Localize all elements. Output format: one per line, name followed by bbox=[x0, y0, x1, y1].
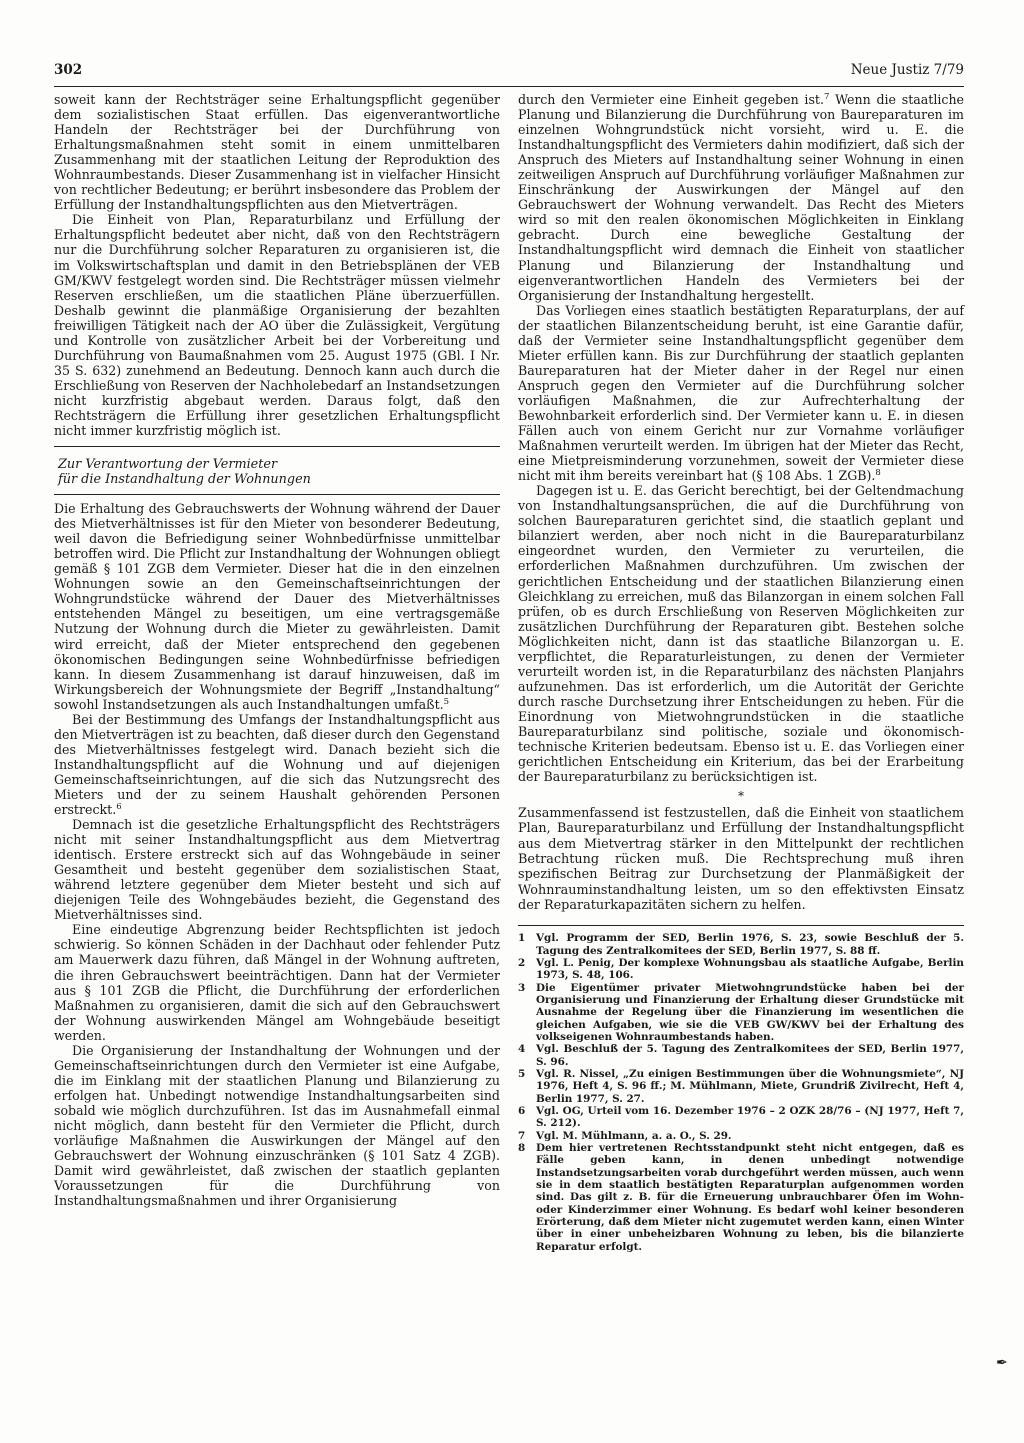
journal-issue: Neue Justiz 7/79 bbox=[850, 62, 964, 78]
footnote bbox=[518, 1130, 964, 1142]
footnote-text: Dem hier vertretenen Rechtsstandpunkt steht nicht entgegen, daß es Fälle geben kann, in denen unbedingt notwendige Instandsetzungsarbeiten vorab durchgeführt werden müssen, auch wenn sie in dem staatlich bestätigten Reparaturplan aufgenommen worden sind. Das gilt z. B. für die Erneuerung unbrauchbarer Öfen im Wohn- oder Kinderzimmer einer Wohnung. Es bedarf wohl keiner besonderen Erörterung, daß dem Mieter nicht zugemutet werden kann, einen Winter über in einer unbeheizbaren Wohnung zu leben, bis die bilanzierte Reparatur erfolgt. bbox=[536, 1142, 964, 1253]
footnote-text: Die Eigentümer privater Mietwohngrundstücke haben bei der Organisierung und Finanzierung der Erhaltung dieser Grundstücke mit Ausnahme der Regelung über die Finanzierung im wesentlichen die gleichen Aufgaben, wie sie die VEB GW/KWV bei der Erhaltung des volkseigenen Wohnraumbestands haben. bbox=[536, 981, 964, 1043]
section-heading-line: Zur Verantwortung der Vermieter bbox=[58, 457, 278, 473]
section-heading bbox=[58, 457, 500, 487]
footnote-text: Vgl. OG, Urteil vom 16. Dezember 1976 – 2 OZK 28/76 – (NJ 1977, Heft 7, S. 212). bbox=[536, 1105, 964, 1130]
footnote bbox=[518, 982, 964, 1044]
footnote-ref[interactable]: 8 bbox=[875, 467, 881, 478]
footnotes bbox=[518, 932, 964, 1253]
footnote-number: 4 bbox=[518, 1043, 526, 1056]
footnote-ref[interactable]: 7 bbox=[823, 91, 830, 102]
paragraph: Eine eindeutige Abgrenzung beider Rechtspflichten ist jedoch schwierig. So können Schäden in der Dachhaut oder fehlender Putz am Mauerwerk dazu führen, daß Mängel in der Wohnung auftreten, die ihren Gebrauchswert beeinträchtigen. Dann hat der Vermieter aus § 101 ZGB die Pflicht, die Durchführung der erforderlichen Maßnahmen zu organisieren, damit die sich auf den Gebrauchswert der Wohnung auswirkenden Mängel am Wohngebäude beseitigt werden. bbox=[54, 922, 500, 1043]
footnote-number: 3 bbox=[518, 981, 526, 994]
left-column bbox=[54, 92, 500, 1208]
footnote bbox=[518, 1068, 964, 1105]
conclusion-paragraph: Zusammenfassend ist festzustellen, daß die Einheit von staatlichem Plan, Baureparaturbilanz und Erfüllung der Instandhaltungspflicht aus dem Mietvertrag stärker in den Mittelpunkt der rechtlichen Betrachtung rücken muß. Die Rechtsprechung muß ihren spezifischen Beitrag zur Durchsetzung der Planmäßigkeit der Wohnrauminstandhaltung leisten, um so den effektivsten Einsatz der Reparaturkapazitäten sichern zu helfen. bbox=[518, 806, 964, 913]
footnote-text: Vgl. Beschluß der 5. Tagung des Zentralkomitees der SED, Berlin 1977, S. 96. bbox=[536, 1043, 964, 1068]
header-rule bbox=[54, 86, 964, 87]
paragraph: durch den Vermieter eine Einheit gegeben ist.$^7$ Wenn die staatliche Planung und Bilanzierung die Durchführung von Baureparaturen im einzelnen Wohngrundstück nicht vorsieht, wird u. E. die Instandhaltungspflicht des Vermieters dahin modifiziert, daß sich der Anspruch des Mieters auf Instandhaltung seiner Wohnung in einen zeitweiligen Anspruch auf Durchführung vorläufiger Maßnahmen zur Einschränkung der Auswirkungen der Mängel auf den Gebrauchswert der Wohnung verwandelt. Das Recht des Mieters wird so mit den realen ökonomischen Möglichkeiten in Einklang gebracht. Durch eine bewegliche Gestaltung der Instandhaltungspflicht wird demnach die Einheit von staatlicher Planung und Bilanzierung der Instandhaltung und eigenverantwortlichen Handeln des Vermieters bei der Organisierung der Instandhaltung hergestellt. bbox=[518, 91, 965, 303]
footnote-rule bbox=[518, 925, 964, 926]
section-separator: * bbox=[738, 789, 744, 804]
footnote-text: Vgl. M. Mühlmann, a. a. O., S. 29. bbox=[536, 1129, 732, 1142]
footnote bbox=[518, 1142, 964, 1253]
paragraph: Das Vorliegen eines staatlich bestätigten Reparaturplans, der auf der staatlichen Bilanzentscheidung beruht, ist eine Garantie dafür, daß der Vermieter seine Instandhaltungspflicht gegenüber dem Mieter erfüllen kann. Bis zur Durchführung der staatlich geplanten Baureparaturen hat der Mieter daher in der Regel nur einen Anspruch gegen den Vermieter auf die Durchführung solcher vorläufigen Maßnahmen, die zur Aufrechterhaltung der Bewohnbarkeit erforderlich sind. Der Vermieter kann u. E. in diesen Fällen auch von einem Gericht nur zur Vornahme vorläufiger Maßnahmen verurteilt werden. Im übrigen hat der Mieter das Recht, eine Mietpreisminderung vorzunehmen, soweit der Vermieter diese nicht mit ihm bereits vereinbart hat (§ 108 Abs. 1 ZGB).$^8$ bbox=[518, 302, 964, 484]
footnote-number: 2 bbox=[518, 956, 526, 969]
section-rule-bottom bbox=[54, 494, 500, 495]
footnote-number: 7 bbox=[518, 1129, 526, 1142]
footnote bbox=[518, 1105, 964, 1130]
footnote-ref[interactable]: 5 bbox=[443, 696, 450, 707]
paragraph: Die Organisierung der Instandhaltung der Wohnungen und der Gemeinschaftseinrichtungen durch den Vermieter ist eine Aufgabe, die im Einklang mit der staatlichen Planung und Bilanzierung zu erfolgen hat. Unbedingt notwendige Instandhaltungsarbeiten sind sobald wie möglich durchzuführen. Ist das im Ausnahmefall einmal nicht möglich, dann besteht für den Vermieter die Pflicht, durch vorläufige Maßnahmen die Auswirkungen der Mängel auf den Gebrauchswert der Wohnung einzuschränken (§ 101 Satz 4 ZGB). Damit wird gewährleistet, daß zwischen der staatlich geplanten Voraussetzungen für die Durchführung von Instandhaltungsmaßnahmen und ihrer Organisierung bbox=[54, 1042, 500, 1209]
footnote bbox=[518, 932, 964, 957]
section-heading-line: für die Instandhaltung der Wohnungen bbox=[58, 472, 311, 488]
footnote-text: Vgl. Programm der SED, Berlin 1976, S. 23, sowie Beschluß der 5. Tagung des Zentralkomitees der SED, Berlin 1977, S. 88 ff. bbox=[536, 932, 964, 957]
footnote bbox=[518, 957, 964, 982]
paragraph: Bei der Bestimmung des Umfangs der Instandhaltungspflicht aus den Mietverträgen ist zu beachten, daß dieser durch den Gegenstand des Mietverhältnisses festgelegt wird. Danach bezieht sich die Instandhaltungspflicht auf die Wohnung und auf diejenigen Gemeinschaftseinrichtungen, auf die sich das Nutzungsrecht des Mieters und der zu seinem Haushalt gehörenden Personen erstreckt.$^6$ bbox=[54, 711, 500, 818]
right-column bbox=[518, 92, 964, 1253]
page-header bbox=[54, 62, 964, 84]
footnote-number: 1 bbox=[518, 932, 526, 945]
paragraph: soweit kann der Rechtsträger seine Erhaltungspflicht gegenüber dem sozialistischen Staat erfüllen. Das eigenverantwortliche Handeln der Rechtsträger bei der Durchführung von Erhaltungsmaßnahmen steht somit in einem unmittelbaren Zusammenhang mit der staatlichen Leitung der Reproduktion des Wohnraumbestands. Dieser Zusammenhang ist in vielfacher Hinsicht von rechtlicher Bedeutung; er berührt insbesondere das Problem der Erfüllung der Instandhaltungspflichten aus den Mietverträgen. bbox=[54, 92, 500, 213]
paragraph: Demnach ist die gesetzliche Erhaltungspflicht des Rechtsträgers nicht mit seiner Instandhaltungspflicht aus dem Mietvertrag identisch. Erstere erstreckt sich auf das Wohngebäude in seiner Gesamtheit und besteht gegenüber dem sozialistischen Staat, während letztere gegenüber dem Mieter besteht und sich auf diejenigen Teile des Wohngebäudes bezieht, die Gegenstand des Mietverhältnisses sind. bbox=[54, 817, 500, 923]
pen-mark-icon: ✒ bbox=[996, 1355, 1008, 1371]
paragraph: Dagegen ist u. E. das Gericht berechtigt, bei der Geltendmachung von Instandhaltungsansprüchen, die auf die Durchführung von solchen Baureparaturen gerichtet sind, die staatlich geplant und bilanziert werden, aber noch nicht in die Baureparaturbilanz eingeordnet wurden, den Vermieter zu verurteilen, die erforderlichen Maßnahmen durchzuführen. Um zwischen der gerichtlichen Entscheidung und der staatlichen Bilanzierung einen Gleichklang zu erreichen, muß das Bilanzorgan in einem solchen Fall prüfen, ob es durch Erschließung von Reserven Möglichkeiten zur zusätzlichen Durchführung der Reparaturen gibt. Bestehen solche Möglichkeiten nicht, dann ist das staatliche Bilanzorgan u. E. verpflichtet, die Reparaturleistungen, zu denen der Vermieter verurteilt worden ist, in die Reparaturbilanz des nächsten Planjahrs aufzunehmen. Das ist erforderlich, um die Autorität der Gerichte durch rasche Durchsetzung ihrer Entscheidungen zu heben. Für die Einordnung von Mietwohngrundstücken in die staatliche Baureparaturbilanz sind politische, soziale und ökonomisch-technische Kriterien bedeutsam. Ebenso ist u. E. das Vorliegen einer gerichtlichen Entscheidung ein Kriterium, das bei der Erarbeitung der Baureparaturbilanz zu berücksichtigen ist. bbox=[518, 483, 964, 785]
paragraph: Die Einheit von Plan, Reparaturbilanz und Erfüllung der Erhaltungspflicht bedeutet aber nicht, daß von den Rechtsträgern nur die Durchführung solcher Reparaturen zu organisieren ist, die im Volkswirtschaftsplan und damit in den Betriebsplänen der VEB GM/KWV festgelegt worden sind. Die Rechtsträger müssen vielmehr Reserven erschließen, um die staatlichen Pläne überzuerfüllen. Deshalb gewinnt die planmäßige Organisierung der bezahlten freiwilligen Tätigkeit nach der AO über die Zulässigkeit, Vergütung und Kontrolle von zusätzlicher Arbeit bei der Vorbereitung und Durchführung von Baumaßnahmen vom 25. August 1975 (GBl. I Nr. 35 S. 632) zunehmend an Bedeutung. Dennoch kann auch durch die Erschließung von Reserven der Nachholebedarf an Instandsetzungen nicht kurzfristig abgebaut werden. Daraus folgt, daß den Rechtsträgern die Erfüllung ihrer gesetzlichen Erhaltungspflicht nicht immer kurzfristig möglich ist. bbox=[54, 212, 500, 439]
footnote-number: 8 bbox=[518, 1142, 526, 1155]
section-rule-top bbox=[54, 446, 500, 447]
paragraph: Die Erhaltung des Gebrauchswerts der Wohnung während der Dauer des Mietverhältnisses ist für den Mieter von besonderer Bedeutung, weil davon die Befriedigung seiner Wohnbedürfnisse unmittelbar betroffen wird. Die Pflicht zur Instandhaltung der Wohnungen obliegt gemäß § 101 ZGB dem Vermieter. Dieser hat die in den einzelnen Wohnungen sowie an den Gemeinschaftseinrichtungen der Wohngrundstücke während der Dauer des Mietverhältnisses entstehenden Mängel zu beseitigen, um eine vertragsgemäße Nutzung der Wohnung durch die Mieter zu gewährleisten. Damit wird erreicht, daß der Mieter entsprechend den gegebenen ökonomischen Bedingungen seine Wohnbedürfnisse befriedigen kann. In diesem Zusammenhang ist darauf hinzuweisen, daß im Wirkungsbereich der Wohnungsmiete der Begriff „Instandhaltung“ sowohl Instandsetzungen als auch Instandhaltungen umfaßt.$^5$ bbox=[54, 501, 500, 712]
footnote-text: Vgl. L. Penig, Der komplexe Wohnungsbau als staatliche Aufgabe, Berlin 1973, S. 48, 106. bbox=[536, 956, 964, 982]
footnote-number: 6 bbox=[518, 1105, 526, 1118]
footnote-number: 5 bbox=[518, 1068, 526, 1081]
page-number: 302 bbox=[54, 62, 83, 78]
footnote-ref[interactable]: 6 bbox=[116, 801, 122, 812]
footnote bbox=[518, 1043, 964, 1068]
footnote-text: Vgl. R. Nissel, „Zu einigen Bestimmungen über die Wohnungsmiete“, NJ 1976, Heft 4, S. 96 ff.; M. Mühlmann, Miete, Grundriß Zivilrecht, Heft 4, Berlin 1977, S. 27. bbox=[536, 1068, 964, 1105]
